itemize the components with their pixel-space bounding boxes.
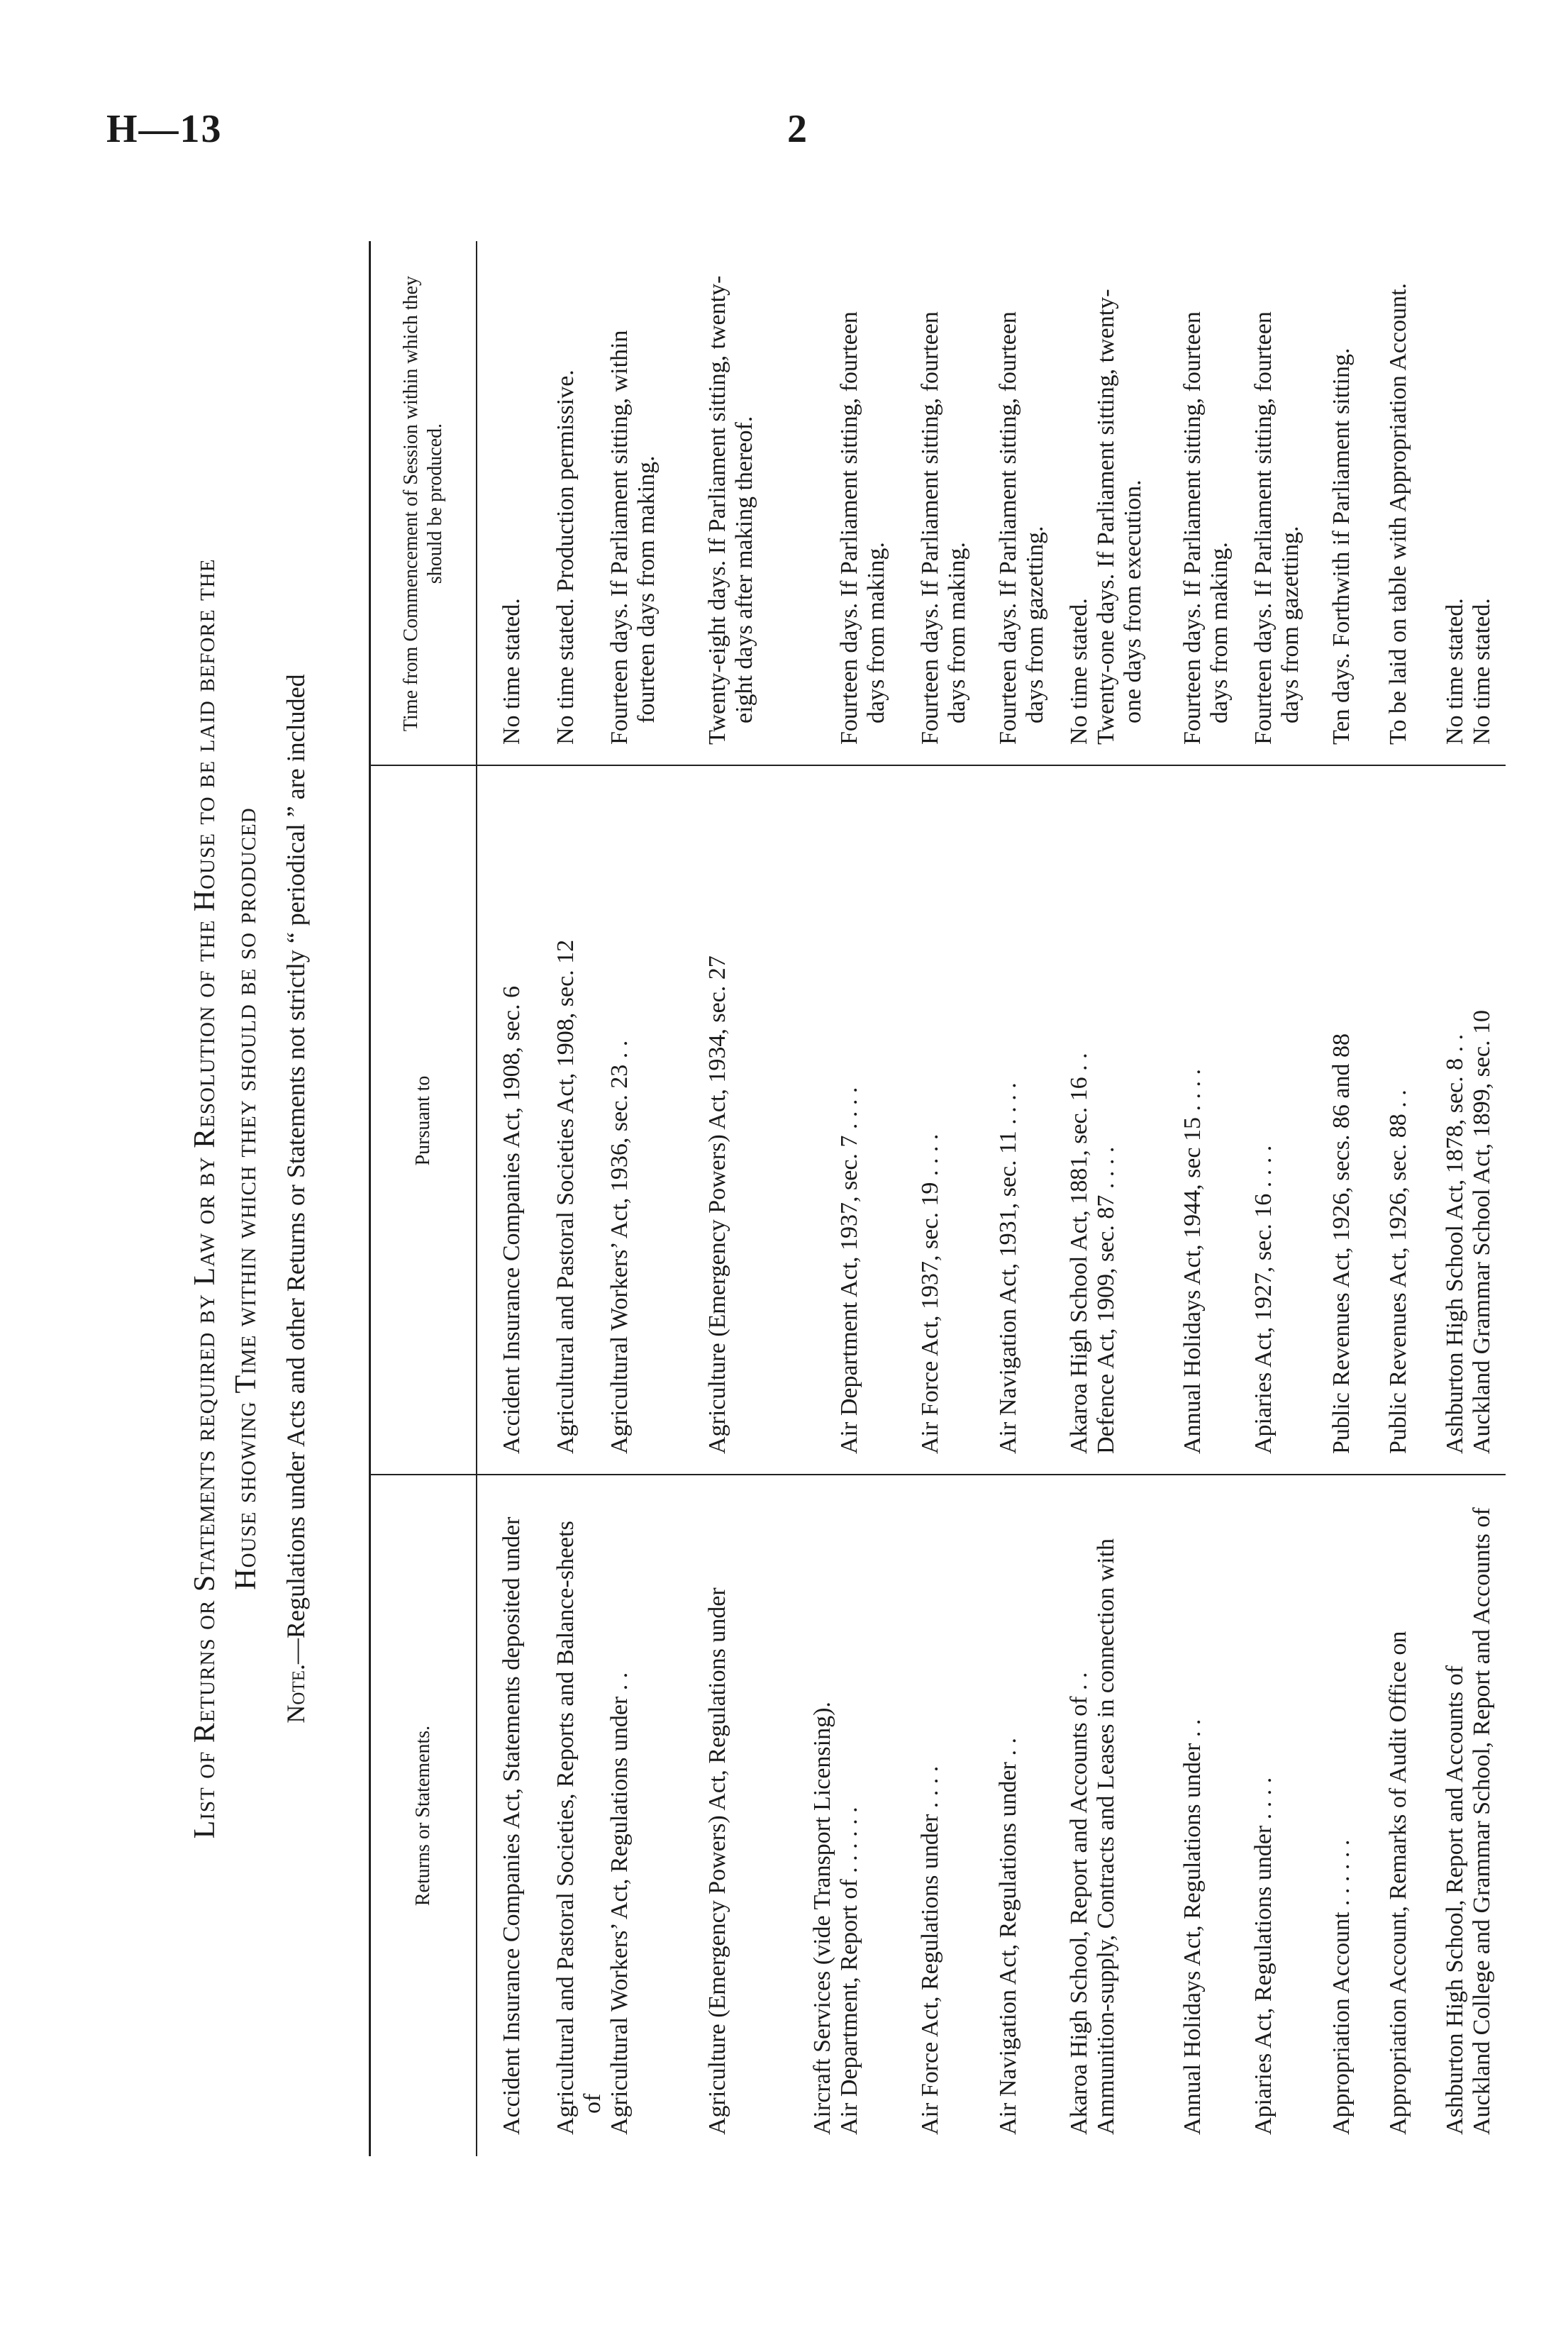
table-row: Agricultural and Pastoral Societies Act, 1908, sec. 12 xyxy=(552,939,579,1454)
table-row: Fourteen days. If Parliament sitting, fourteen days from making. xyxy=(1179,311,1233,745)
table-row: Accident Insurance Companies Act, 1908, sec. 6 xyxy=(499,986,525,1454)
table-row: No time stated. xyxy=(1469,598,1495,745)
table-row: Agricultural Workers’ Act, Regulations under . . xyxy=(606,1672,633,2135)
table-row: No time stated. xyxy=(1442,598,1468,745)
table-row: Air Navigation Act, 1931, sec. 11 . . . . xyxy=(995,1082,1021,1454)
table-row: Twenty-eight days. If Parliament sitting, twenty-eight days after making thereof. xyxy=(704,275,757,745)
table-row: Ammunition-supply, Contracts and Leases in connection with xyxy=(1093,1538,1119,2135)
page-number: 2 xyxy=(787,107,807,151)
title-block xyxy=(184,241,311,2156)
column-header-time: Time from Commencement of Session within which they should be produced. xyxy=(371,241,477,766)
note-text: —Regulations under Acts and other Returns or Statements not strictly “ periodical ” are included xyxy=(282,674,310,1665)
table-row: Apiaries Act, 1927, sec. 16 . . . . xyxy=(1250,1145,1277,1454)
table-row: Aircraft Services (vide Transport Licensing). xyxy=(809,1702,835,2135)
table-row: Air Department Act, 1937, sec. 7 . . . . xyxy=(836,1087,862,1454)
column-header-pursuant: Pursuant to xyxy=(371,766,477,1475)
table-row: Agriculture (Emergency Powers) Act, Regulations under xyxy=(704,1587,730,2135)
table-row: No time stated. xyxy=(499,598,525,745)
table-row: Air Force Act, Regulations under . . . . xyxy=(917,1765,943,2135)
title-line-1: List of Returns or Statements required by Law or by Resolution of the House to be laid before the xyxy=(189,558,221,1839)
table-row: Air Navigation Act, Regulations under . . xyxy=(995,1738,1021,2135)
table-row: Defence Act, 1909, sec. 87 . . . . xyxy=(1093,1146,1119,1454)
column-time xyxy=(371,241,1506,766)
table-row: Agriculture (Emergency Powers) Act, 1934, sec. 27 xyxy=(704,955,730,1454)
table-row: Annual Holidays Act, 1944, sec 15 . . . . xyxy=(1179,1069,1206,1454)
table-row: Public Revenues Act, 1926, sec. 88 . . xyxy=(1385,1089,1411,1454)
table-row: Ten days. Forthwith if Parliament sitting. xyxy=(1328,348,1355,745)
table-row: Annual Holidays Act, Regulations under . . xyxy=(1179,1719,1206,2135)
table-row: Agricultural Workers’ Act, 1936, sec. 23 . . xyxy=(606,1040,633,1454)
table-row: No time stated. Production permissive. xyxy=(552,370,579,745)
page-header xyxy=(106,106,816,163)
table-row: Public Revenues Act, 1926, secs. 86 and 88 xyxy=(1328,1033,1355,1454)
table-row: Appropriation Account . . . . . . xyxy=(1328,1839,1355,2135)
table-row: Apiaries Act, Regulations under . . . . xyxy=(1250,1777,1277,2135)
note-line xyxy=(281,241,311,2156)
table-row: Fourteen days. If Parliament sitting, within fourteen days from making. xyxy=(606,330,660,745)
table-row: Twenty-one days. If Parliament sitting, twenty-one days from execution. xyxy=(1093,289,1146,745)
returns-table xyxy=(369,241,1506,2156)
table-row: Ashburton High School Act, 1878, sec. 8 . . xyxy=(1442,1033,1468,1454)
table-row: Air Force Act, 1937, sec. 19 . . . . xyxy=(917,1133,943,1454)
note-label: Note. xyxy=(282,1664,310,1724)
table-row: Akaroa High School Act, 1881, sec. 16 . . xyxy=(1066,1053,1092,1454)
table-row: Fourteen days. If Parliament sitting, fourteen days from gazetting. xyxy=(995,311,1048,745)
column-returns xyxy=(371,1474,1506,2156)
table-row: Air Department, Report of . . . . . . xyxy=(836,1807,862,2135)
column-header-returns: Returns or Statements. xyxy=(371,1475,477,2156)
table-row: No time stated. xyxy=(1066,598,1092,745)
table-row: Fourteen days. If Parliament sitting, fourteen days from gazetting. xyxy=(1250,311,1303,745)
document-code: H—13 xyxy=(106,107,223,151)
table-row: Ashburton High School, Report and Accounts of xyxy=(1442,1665,1468,2135)
table-row: To be laid on table with Appropriation Account. xyxy=(1385,282,1411,745)
table-row: Appropriation Account, Remarks of Audit Office on xyxy=(1385,1631,1411,2135)
table-row: Auckland College and Grammar School, Report and Accounts of xyxy=(1469,1507,1495,2135)
table-row: Akaroa High School, Report and Accounts of . . xyxy=(1066,1672,1092,2135)
rotated-table-block xyxy=(184,241,1532,2156)
table-row: Agricultural and Pastoral Societies, Reports and Balance-sheets of xyxy=(552,1521,606,2135)
table-row: Auckland Grammar School Act, 1899, sec. 10 xyxy=(1469,1009,1495,1454)
table-row: Fourteen days. If Parliament sitting, fourteen days from making. xyxy=(836,311,889,745)
title-line-2: House showing Time within which they should be so produced xyxy=(230,807,262,1590)
table-row: Accident Insurance Companies Act, Statements deposited under xyxy=(499,1516,525,2135)
column-pursuant xyxy=(371,765,1506,1475)
table-row: Fourteen days. If Parliament sitting, fourteen days from making. xyxy=(917,311,970,745)
